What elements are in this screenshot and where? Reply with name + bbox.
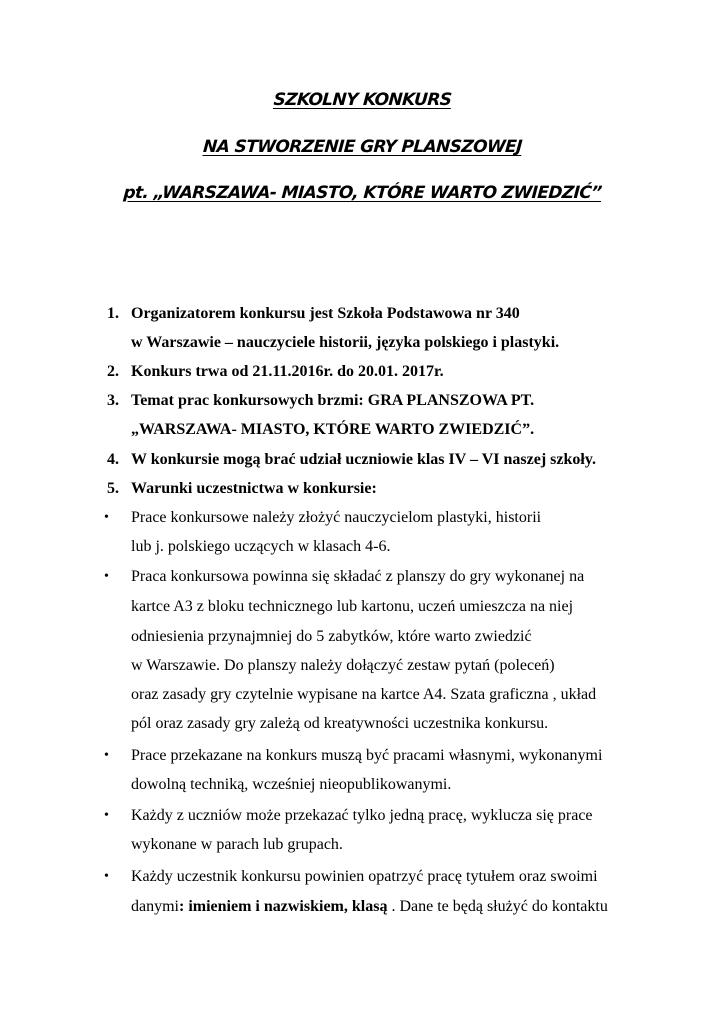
item-5-line-1: Warunki uczestnictwa w konkursie:	[131, 480, 377, 497]
item-number-4: 4.	[107, 451, 119, 468]
item-3-line-1: Temat prac konkursowych brzmi: GRA PLANSZOWA PT.	[131, 392, 535, 409]
bullet-2-line-6: pól oraz zasady gry zależą od kreatywności uczestnika konkursu.	[131, 715, 549, 732]
item-3-line-2: „WARSZAWA- MIASTO, KTÓRE WARTO ZWIEDZIĆ”.	[131, 421, 535, 438]
bullet-5-text-c: . Dane te będą służyć do kontaktu	[387, 898, 608, 915]
bullet-4-line-2: wykonane w parach lub grupach.	[131, 836, 343, 853]
item-1-line-2: w Warszawie – nauczyciele historii, języka polskiego i plastyki.	[131, 334, 560, 351]
item-2-line-1: Konkurs trwa od 21.11.2016r. do 20.01. 2017r.	[131, 363, 444, 380]
bullet-5-icon: •	[104, 869, 109, 884]
bullet-3-icon: •	[104, 748, 109, 763]
item-1-line-1: Organizatorem konkursu jest Szkoła Podstawowa nr 340	[131, 305, 520, 322]
bullet-5-line-2	[131, 897, 608, 917]
bullet-5-text-a: danymi	[131, 898, 179, 915]
bullet-2-line-5: oraz zasady gry czytelnie wypisane na kartce A4. Szata graficzna , układ	[131, 686, 597, 703]
item-number-1: 1.	[107, 305, 119, 322]
bullet-1-line-2: lub j. polskiego uczących w klasach 4-6.	[131, 538, 391, 555]
item-4-line-1: W konkursie mogą brać udział uczniowie klas IV – VI naszej szkoły.	[131, 451, 596, 468]
bullet-2-line-2: kartce A3 z bloku technicznego lub kartonu, uczeń umieszcza na niej	[131, 598, 574, 615]
bullet-1-icon: •	[104, 510, 109, 525]
bullet-3-line-1: Prace przekazane na konkurs muszą być pracami własnymi, wykonanymi	[131, 747, 603, 764]
bullet-2-line-1: Praca konkursowa powinna się składać z planszy do gry wykonanej na	[131, 568, 585, 585]
bullet-5-text-bold: : imieniem i nazwiskiem, klasą	[179, 898, 388, 915]
title-line-3: pt. „WARSZAWA- MIASTO, KTÓRE WARTO ZWIEDZIĆ”	[122, 183, 603, 203]
item-number-3: 3.	[107, 392, 119, 409]
title-line-2: NA STWORZENIE GRY PLANSZOWEJ	[202, 137, 523, 157]
bullet-1-line-1: Prace konkursowe należy złożyć nauczycielom plastyki, historii	[131, 509, 542, 526]
title-line-1: SZKOLNY KONKURS	[272, 90, 453, 110]
bullet-2-line-4: w Warszawie. Do planszy należy dołączyć zestaw pytań (poleceń)	[131, 657, 555, 674]
bullet-4-line-1: Każdy z uczniów może przekazać tylko jedną pracę, wyklucza się prace	[131, 807, 593, 824]
bullet-4-icon: •	[104, 808, 109, 823]
item-number-5: 5.	[107, 480, 119, 497]
bullet-5-line-1: Każdy uczestnik konkursu powinien opatrzyć pracę tytułem oraz swoimi	[131, 868, 598, 885]
bullet-3-line-2: dowolną techniką, wcześniej nieopublikowanymi.	[131, 776, 452, 793]
item-number-2: 2.	[107, 363, 119, 380]
bullet-2-icon: •	[104, 569, 109, 584]
bullet-2-line-3: odniesienia przynajmniej do 5 zabytków, które warto zwiedzić	[131, 628, 532, 645]
